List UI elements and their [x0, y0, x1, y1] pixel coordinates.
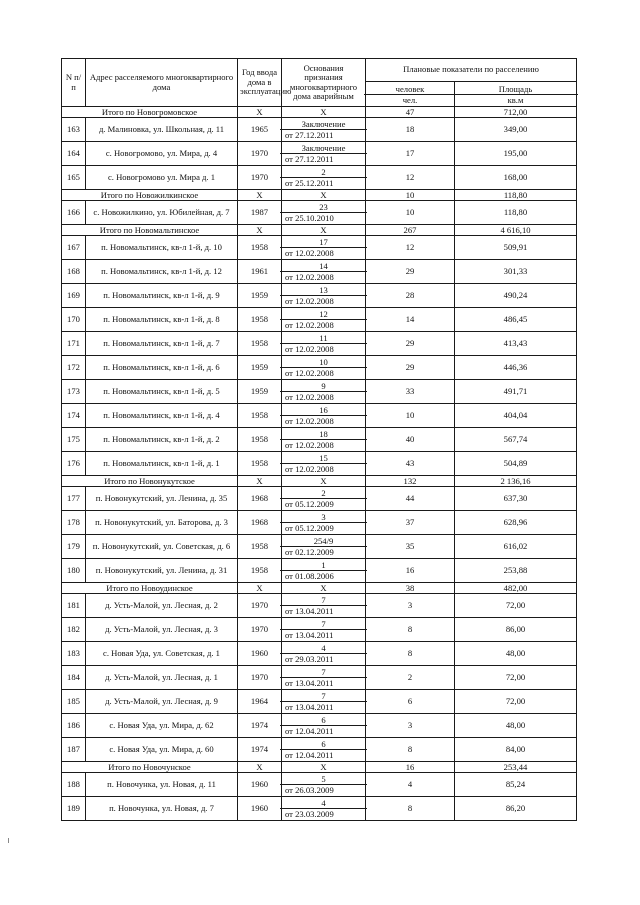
- basis-number: 16: [280, 405, 367, 416]
- row-address: д. Усть-Малой, ул. Лесная, д. 2: [86, 594, 238, 618]
- header-area-unit: кв.м: [507, 94, 524, 105]
- row-area: 253,88: [455, 559, 577, 583]
- row-year: 1959: [238, 284, 282, 308]
- total-label: Итого по Новонукутское: [62, 476, 238, 487]
- table-row: [62, 236, 577, 260]
- basis-date: от 12.04.2011: [285, 726, 334, 736]
- basis-date: от 13.04.2011: [285, 630, 334, 640]
- row-people: 33: [366, 380, 455, 404]
- row-num: 170: [62, 308, 86, 332]
- row-num: 180: [62, 559, 86, 583]
- table-row: [62, 487, 577, 511]
- row-area: 48,00: [455, 714, 577, 738]
- row-year: 1970: [238, 142, 282, 166]
- row-basis: [282, 690, 366, 714]
- basis-date: от 01.08.2006: [285, 571, 334, 581]
- row-year: 1958: [238, 452, 282, 476]
- table-row: [62, 308, 577, 332]
- table-row: [62, 738, 577, 762]
- row-year: 1965: [238, 118, 282, 142]
- total-people: 38: [366, 583, 455, 594]
- total-area: 118,80: [455, 190, 577, 201]
- row-num: 177: [62, 487, 86, 511]
- row-people: 29: [366, 260, 455, 284]
- basis-date: от 12.04.2011: [285, 750, 334, 760]
- table-row: [62, 618, 577, 642]
- total-basis: Х: [282, 225, 366, 236]
- row-address: с. Новожилкино, ул. Юбилейная, д. 7: [86, 201, 238, 225]
- row-area: 349,00: [455, 118, 577, 142]
- row-basis: [282, 380, 366, 404]
- row-year: 1960: [238, 642, 282, 666]
- table-body: [62, 107, 577, 821]
- row-num: 167: [62, 236, 86, 260]
- row-basis: [282, 594, 366, 618]
- row-num: 164: [62, 142, 86, 166]
- basis-number: 7: [280, 595, 367, 606]
- basis-number: 7: [280, 619, 367, 630]
- row-year: 1959: [238, 356, 282, 380]
- basis-date: от 27.12.2011: [285, 130, 334, 140]
- row-area: 413,43: [455, 332, 577, 356]
- row-people: 2: [366, 666, 455, 690]
- row-year: 1958: [238, 308, 282, 332]
- basis-date: от 12.02.2008: [285, 392, 334, 402]
- row-area: 86,20: [455, 797, 577, 821]
- total-basis: Х: [282, 107, 366, 118]
- basis-date: от 27.12.2011: [285, 154, 334, 164]
- header-people: [366, 82, 455, 107]
- total-row: [62, 583, 577, 594]
- table-row: [62, 666, 577, 690]
- table-row: [62, 690, 577, 714]
- basis-date: от 05.12.2009: [285, 499, 334, 509]
- row-address: п. Новомальтинск, кв-л 1-й, д. 9: [86, 284, 238, 308]
- total-people: 10: [366, 190, 455, 201]
- row-year: 1958: [238, 559, 282, 583]
- basis-number: 15: [280, 453, 367, 464]
- row-year: 1958: [238, 236, 282, 260]
- row-num: 175: [62, 428, 86, 452]
- row-address: с. Новогромово, ул. Мира, д. 4: [86, 142, 238, 166]
- row-area: 637,30: [455, 487, 577, 511]
- basis-date: от 12.02.2008: [285, 248, 334, 258]
- row-people: 29: [366, 356, 455, 380]
- row-people: 8: [366, 618, 455, 642]
- table-header: [62, 59, 577, 107]
- row-num: 178: [62, 511, 86, 535]
- row-year: 1960: [238, 797, 282, 821]
- row-area: 628,96: [455, 511, 577, 535]
- header-people-label: человек: [364, 84, 456, 95]
- total-row: [62, 762, 577, 773]
- row-basis: [282, 452, 366, 476]
- basis-number: 14: [280, 261, 367, 272]
- row-basis: [282, 666, 366, 690]
- total-year: Х: [238, 476, 282, 487]
- total-year: Х: [238, 583, 282, 594]
- header-address: Адрес расселяемого многоквартирного дома: [86, 59, 238, 107]
- row-basis: [282, 618, 366, 642]
- row-basis: [282, 404, 366, 428]
- row-num: 172: [62, 356, 86, 380]
- row-area: 48,00: [455, 642, 577, 666]
- basis-date: от 13.04.2011: [285, 606, 334, 616]
- row-year: 1964: [238, 690, 282, 714]
- row-area: 491,71: [455, 380, 577, 404]
- basis-number: 254/9: [280, 536, 367, 547]
- row-people: 44: [366, 487, 455, 511]
- row-people: 10: [366, 404, 455, 428]
- basis-number: 5: [280, 774, 367, 785]
- row-num: 181: [62, 594, 86, 618]
- row-year: 1968: [238, 487, 282, 511]
- table-row: [62, 559, 577, 583]
- row-address: п. Новомальтинск, кв-л 1-й, д. 2: [86, 428, 238, 452]
- row-people: 35: [366, 535, 455, 559]
- row-num: 171: [62, 332, 86, 356]
- row-address: с. Новогромово ул. Мира д. 1: [86, 166, 238, 190]
- row-address: п. Новонукутский, ул. Советская, д. 6: [86, 535, 238, 559]
- row-address: п. Новомальтинск, кв-л 1-й, д. 7: [86, 332, 238, 356]
- basis-number: 4: [280, 798, 367, 809]
- table-row: [62, 642, 577, 666]
- row-year: 1959: [238, 380, 282, 404]
- row-address: д. Малиновка, ул. Школьная, д. 11: [86, 118, 238, 142]
- table-row: [62, 166, 577, 190]
- row-num: 173: [62, 380, 86, 404]
- basis-date: от 12.02.2008: [285, 320, 334, 330]
- row-people: 37: [366, 511, 455, 535]
- table-row: [62, 201, 577, 225]
- total-label: Итого по Новоудинское: [62, 583, 238, 594]
- row-people: 8: [366, 738, 455, 762]
- row-area: 301,33: [455, 260, 577, 284]
- basis-date: от 26.03.2009: [285, 785, 334, 795]
- row-num: 188: [62, 773, 86, 797]
- basis-date: от 05.12.2009: [285, 523, 334, 533]
- row-address: п. Новомальтинск, кв-л 1-й, д. 1: [86, 452, 238, 476]
- row-address: д. Усть-Малой, ул. Лесная, д. 9: [86, 690, 238, 714]
- row-address: п. Новочунка, ул. Новая, д. 11: [86, 773, 238, 797]
- row-basis: [282, 356, 366, 380]
- row-people: 10: [366, 201, 455, 225]
- table-row: [62, 428, 577, 452]
- row-basis: [282, 642, 366, 666]
- row-num: 186: [62, 714, 86, 738]
- total-label: Итого по Новомальтинское: [62, 225, 238, 236]
- row-basis: [282, 284, 366, 308]
- basis-number: Заключение: [280, 119, 367, 130]
- basis-date: от 13.04.2011: [285, 702, 334, 712]
- row-address: п. Новомальтинск, кв-л 1-й, д. 4: [86, 404, 238, 428]
- basis-number: 9: [280, 381, 367, 392]
- row-year: 1958: [238, 404, 282, 428]
- row-area: 509,91: [455, 236, 577, 260]
- row-basis: [282, 797, 366, 821]
- row-area: 118,80: [455, 201, 577, 225]
- total-basis: Х: [282, 476, 366, 487]
- basis-number: 6: [280, 715, 367, 726]
- row-people: 3: [366, 714, 455, 738]
- basis-number: 23: [280, 202, 367, 213]
- row-area: 446,36: [455, 356, 577, 380]
- row-basis: [282, 236, 366, 260]
- row-area: 490,24: [455, 284, 577, 308]
- row-num: 187: [62, 738, 86, 762]
- row-year: 1970: [238, 618, 282, 642]
- basis-number: 4: [280, 643, 367, 654]
- table-row: [62, 594, 577, 618]
- basis-number: 11: [280, 333, 367, 344]
- basis-date: от 12.02.2008: [285, 344, 334, 354]
- row-year: 1958: [238, 332, 282, 356]
- basis-date: от 29.03.2011: [285, 654, 334, 664]
- header-people-unit: чел.: [402, 94, 418, 105]
- row-area: 504,89: [455, 452, 577, 476]
- table-row: [62, 284, 577, 308]
- row-year: 1968: [238, 511, 282, 535]
- row-address: с. Новая Уда, ул. Мира, д. 62: [86, 714, 238, 738]
- basis-number: 12: [280, 309, 367, 320]
- total-row: [62, 225, 577, 236]
- row-area: 567,74: [455, 428, 577, 452]
- row-num: 185: [62, 690, 86, 714]
- total-row: [62, 190, 577, 201]
- total-year: Х: [238, 190, 282, 201]
- row-basis: [282, 535, 366, 559]
- basis-date: от 02.12.2009: [285, 547, 334, 557]
- row-people: 3: [366, 594, 455, 618]
- row-address: п. Новонукутский, ул. Ленина, д. 35: [86, 487, 238, 511]
- basis-number: 7: [280, 667, 367, 678]
- row-basis: [282, 773, 366, 797]
- basis-number: 17: [280, 237, 367, 248]
- row-people: 12: [366, 236, 455, 260]
- table-row: [62, 773, 577, 797]
- total-people: 16: [366, 762, 455, 773]
- basis-number: 13: [280, 285, 367, 296]
- row-basis: [282, 559, 366, 583]
- row-address: с. Новая Уда, ул. Мира, д. 60: [86, 738, 238, 762]
- row-address: п. Новонукутский, ул. Баторова, д. 3: [86, 511, 238, 535]
- row-address: с. Новая Уда, ул. Советская, д. 1: [86, 642, 238, 666]
- row-people: 14: [366, 308, 455, 332]
- row-basis: [282, 201, 366, 225]
- total-year: Х: [238, 225, 282, 236]
- row-num: 189: [62, 797, 86, 821]
- row-address: д. Усть-Малой, ул. Лесная, д. 1: [86, 666, 238, 690]
- basis-number: 2: [280, 488, 367, 499]
- row-people: 43: [366, 452, 455, 476]
- table-row: [62, 797, 577, 821]
- scan-margin-mark: [8, 838, 9, 843]
- header-plan: Плановые показатели по расселению: [366, 59, 577, 82]
- header-area-label: Площадь: [453, 84, 578, 95]
- total-area: 712,00: [455, 107, 577, 118]
- row-area: 168,00: [455, 166, 577, 190]
- row-area: 85,24: [455, 773, 577, 797]
- row-people: 16: [366, 559, 455, 583]
- total-area: 253,44: [455, 762, 577, 773]
- row-year: 1970: [238, 594, 282, 618]
- basis-date: от 12.02.2008: [285, 440, 334, 450]
- row-num: 179: [62, 535, 86, 559]
- basis-date: от 12.02.2008: [285, 464, 334, 474]
- table-row: [62, 380, 577, 404]
- total-area: 4 616,10: [455, 225, 577, 236]
- header-num: N п/п: [62, 59, 86, 107]
- header-area: [455, 82, 577, 107]
- header-basis: Основания признания многоквартирного дома аварийным: [282, 59, 366, 107]
- row-basis: [282, 511, 366, 535]
- row-address: д. Усть-Малой, ул. Лесная, д. 3: [86, 618, 238, 642]
- row-year: 1970: [238, 166, 282, 190]
- row-num: 165: [62, 166, 86, 190]
- basis-number: 6: [280, 739, 367, 750]
- total-basis: Х: [282, 762, 366, 773]
- total-year: Х: [238, 107, 282, 118]
- row-area: 84,00: [455, 738, 577, 762]
- row-area: 72,00: [455, 594, 577, 618]
- basis-number: 2: [280, 167, 367, 178]
- row-basis: [282, 738, 366, 762]
- row-basis: [282, 714, 366, 738]
- row-basis: [282, 166, 366, 190]
- row-people: 40: [366, 428, 455, 452]
- basis-number: 7: [280, 691, 367, 702]
- row-year: 1970: [238, 666, 282, 690]
- row-basis: [282, 260, 366, 284]
- row-year: 1958: [238, 535, 282, 559]
- row-num: 163: [62, 118, 86, 142]
- row-year: 1958: [238, 428, 282, 452]
- row-area: 72,00: [455, 690, 577, 714]
- table-row: [62, 714, 577, 738]
- row-basis: [282, 487, 366, 511]
- row-people: 17: [366, 142, 455, 166]
- total-row: [62, 107, 577, 118]
- basis-number: 10: [280, 357, 367, 368]
- row-people: 18: [366, 118, 455, 142]
- row-basis: [282, 308, 366, 332]
- table-row: [62, 356, 577, 380]
- total-people: 47: [366, 107, 455, 118]
- row-area: 72,00: [455, 666, 577, 690]
- table-row: [62, 142, 577, 166]
- row-people: 29: [366, 332, 455, 356]
- row-address: п. Новочунка, ул. Новая, д. 7: [86, 797, 238, 821]
- row-area: 486,45: [455, 308, 577, 332]
- row-people: 8: [366, 642, 455, 666]
- row-people: 28: [366, 284, 455, 308]
- row-area: 616,02: [455, 535, 577, 559]
- total-year: Х: [238, 762, 282, 773]
- table-row: [62, 260, 577, 284]
- row-year: 1974: [238, 738, 282, 762]
- basis-date: от 12.02.2008: [285, 416, 334, 426]
- row-num: 174: [62, 404, 86, 428]
- header-year: Год ввода дома в эксплуатацию: [238, 59, 282, 107]
- basis-number: Заключение: [280, 143, 367, 154]
- basis-number: 1: [280, 560, 367, 571]
- basis-date: от 25.12.2011: [285, 178, 334, 188]
- row-num: 169: [62, 284, 86, 308]
- row-year: 1987: [238, 201, 282, 225]
- total-label: Итого по Новочунское: [62, 762, 238, 773]
- row-people: 6: [366, 690, 455, 714]
- table-row: [62, 535, 577, 559]
- table-row: [62, 511, 577, 535]
- row-people: 4: [366, 773, 455, 797]
- basis-date: от 12.02.2008: [285, 272, 334, 282]
- row-year: 1960: [238, 773, 282, 797]
- row-area: 86,00: [455, 618, 577, 642]
- row-people: 12: [366, 166, 455, 190]
- row-year: 1974: [238, 714, 282, 738]
- resettlement-table: [61, 58, 577, 821]
- row-area: 195,00: [455, 142, 577, 166]
- total-area: 482,00: [455, 583, 577, 594]
- basis-date: от 23.03.2009: [285, 809, 334, 819]
- row-basis: [282, 142, 366, 166]
- basis-number: 3: [280, 512, 367, 523]
- table-row: [62, 452, 577, 476]
- total-basis: Х: [282, 190, 366, 201]
- row-num: 166: [62, 201, 86, 225]
- row-address: п. Новомальтинск, кв-л 1-й, д. 10: [86, 236, 238, 260]
- row-people: 8: [366, 797, 455, 821]
- row-num: 184: [62, 666, 86, 690]
- table-row: [62, 332, 577, 356]
- total-label: Итого по Новожилкинское: [62, 190, 238, 201]
- basis-date: от 12.02.2008: [285, 368, 334, 378]
- table-row: [62, 404, 577, 428]
- row-year: 1961: [238, 260, 282, 284]
- row-num: 168: [62, 260, 86, 284]
- row-num: 182: [62, 618, 86, 642]
- total-basis: Х: [282, 583, 366, 594]
- row-address: п. Новомальтинск, кв-л 1-й, д. 8: [86, 308, 238, 332]
- table-row: [62, 118, 577, 142]
- row-basis: [282, 428, 366, 452]
- row-address: п. Новомальтинск, кв-л 1-й, д. 5: [86, 380, 238, 404]
- row-basis: [282, 118, 366, 142]
- basis-number: 18: [280, 429, 367, 440]
- basis-date: от 13.04.2011: [285, 678, 334, 688]
- row-address: п. Новонукутский, ул. Ленина, д. 31: [86, 559, 238, 583]
- row-address: п. Новомальтинск, кв-л 1-й, д. 6: [86, 356, 238, 380]
- basis-date: от 12.02.2008: [285, 296, 334, 306]
- total-row: [62, 476, 577, 487]
- total-label: Итого по Новогромовское: [62, 107, 238, 118]
- total-people: 132: [366, 476, 455, 487]
- row-num: 176: [62, 452, 86, 476]
- row-basis: [282, 332, 366, 356]
- row-num: 183: [62, 642, 86, 666]
- total-area: 2 136,16: [455, 476, 577, 487]
- basis-date: от 25.10.2010: [285, 213, 334, 223]
- total-people: 267: [366, 225, 455, 236]
- row-address: п. Новомальтинск, кв-л 1-й, д. 12: [86, 260, 238, 284]
- row-area: 404,04: [455, 404, 577, 428]
